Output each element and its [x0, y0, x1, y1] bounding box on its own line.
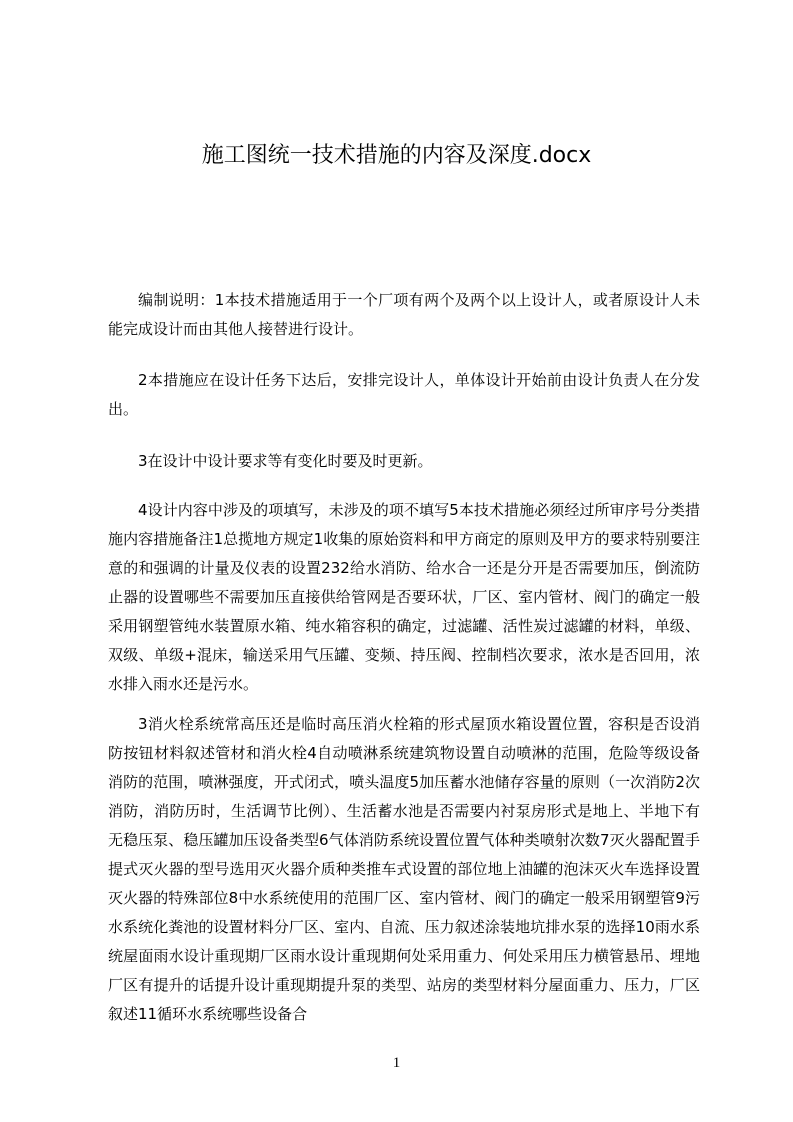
paragraph-compilation-note: 编制说明：1本技术措施适用于一个厂项有两个及两个以上设计人，或者原设计人未能完成设计而由其他人接替进行设计。 [108, 291, 700, 338]
paragraph-update-rule: 3在设计中设计要求等有变化时要及时更新。 [138, 452, 433, 470]
document-title: 施工图统一技术措施的内容及深度.docx [201, 143, 592, 168]
paragraph-issue-timing: 2本措施应在设计任务下达后，安排完设计人，单体设计开始前由设计负责人在分发出。 [108, 371, 700, 418]
paragraph-design-content: 4设计内容中涉及的项填写，未涉及的项不填写5本技术措施必须经过所审序号分类措施内容措施备注1总揽地方规定1收集的原始资料和甲方商定的原则及甲方的要求特别要注意的和强调的计量及仪表的设置232给水消防、给水合一还是分开是否需要加压，倒流防止器的设置哪些不需要加压直接供给管网是否要环状，厂区、室内管材、阀门的确定一般采用钢塑管纯水装置原水箱、纯水箱容积的确定，过滤罐、活性炭过滤罐的材料，单级、双级、单级+混床，输送采用气压罐、变频、持压阀、控制档次要求，浓水是否回用，浓水排入雨水还是污水。 [108, 501, 700, 693]
paragraph-fire-systems: 3消火栓系统常高压还是临时高压消火栓箱的形式屋顶水箱设置位置，容积是否设消防按钮材料叙述管材和消火栓4自动喷淋系统建筑物设置自动喷淋的范围，危险等级设备消防的范围，喷淋强度，开式闭式，喷头温度5加压蓄水池储存容量的原则（一次消防2次消防，消防历时，生活调节比例）、生活蓄水池是否需要内衬泵房形式是地上、半地下有无稳压泵、稳压罐加压设备类型6气体消防系统设置位置气体种类喷射次数7灭火器配置手提式灭火器的型号选用灭火器介质种类推车式设置的部位地上油罐的泡沫灭火车选择设置灭火器的特殊部位8中水系统使用的范围厂区、室内管材、阀门的确定一般采用钢塑管9污水系统化粪池的设置材料分厂区、室内、自流、压力叙述涂装地坑排水泵的选择10雨水系统屋面雨水设计重现期厂区雨水设计重现期何处采用重力、何处采用压力横管悬吊、埋地厂区有提升的话提升设计重现期提升泵的类型、站房的类型材料分屋面重力、压力，厂区叙述11循环水系统哪些设备合 [108, 715, 700, 1023]
page-number: 1 [392, 1055, 401, 1071]
